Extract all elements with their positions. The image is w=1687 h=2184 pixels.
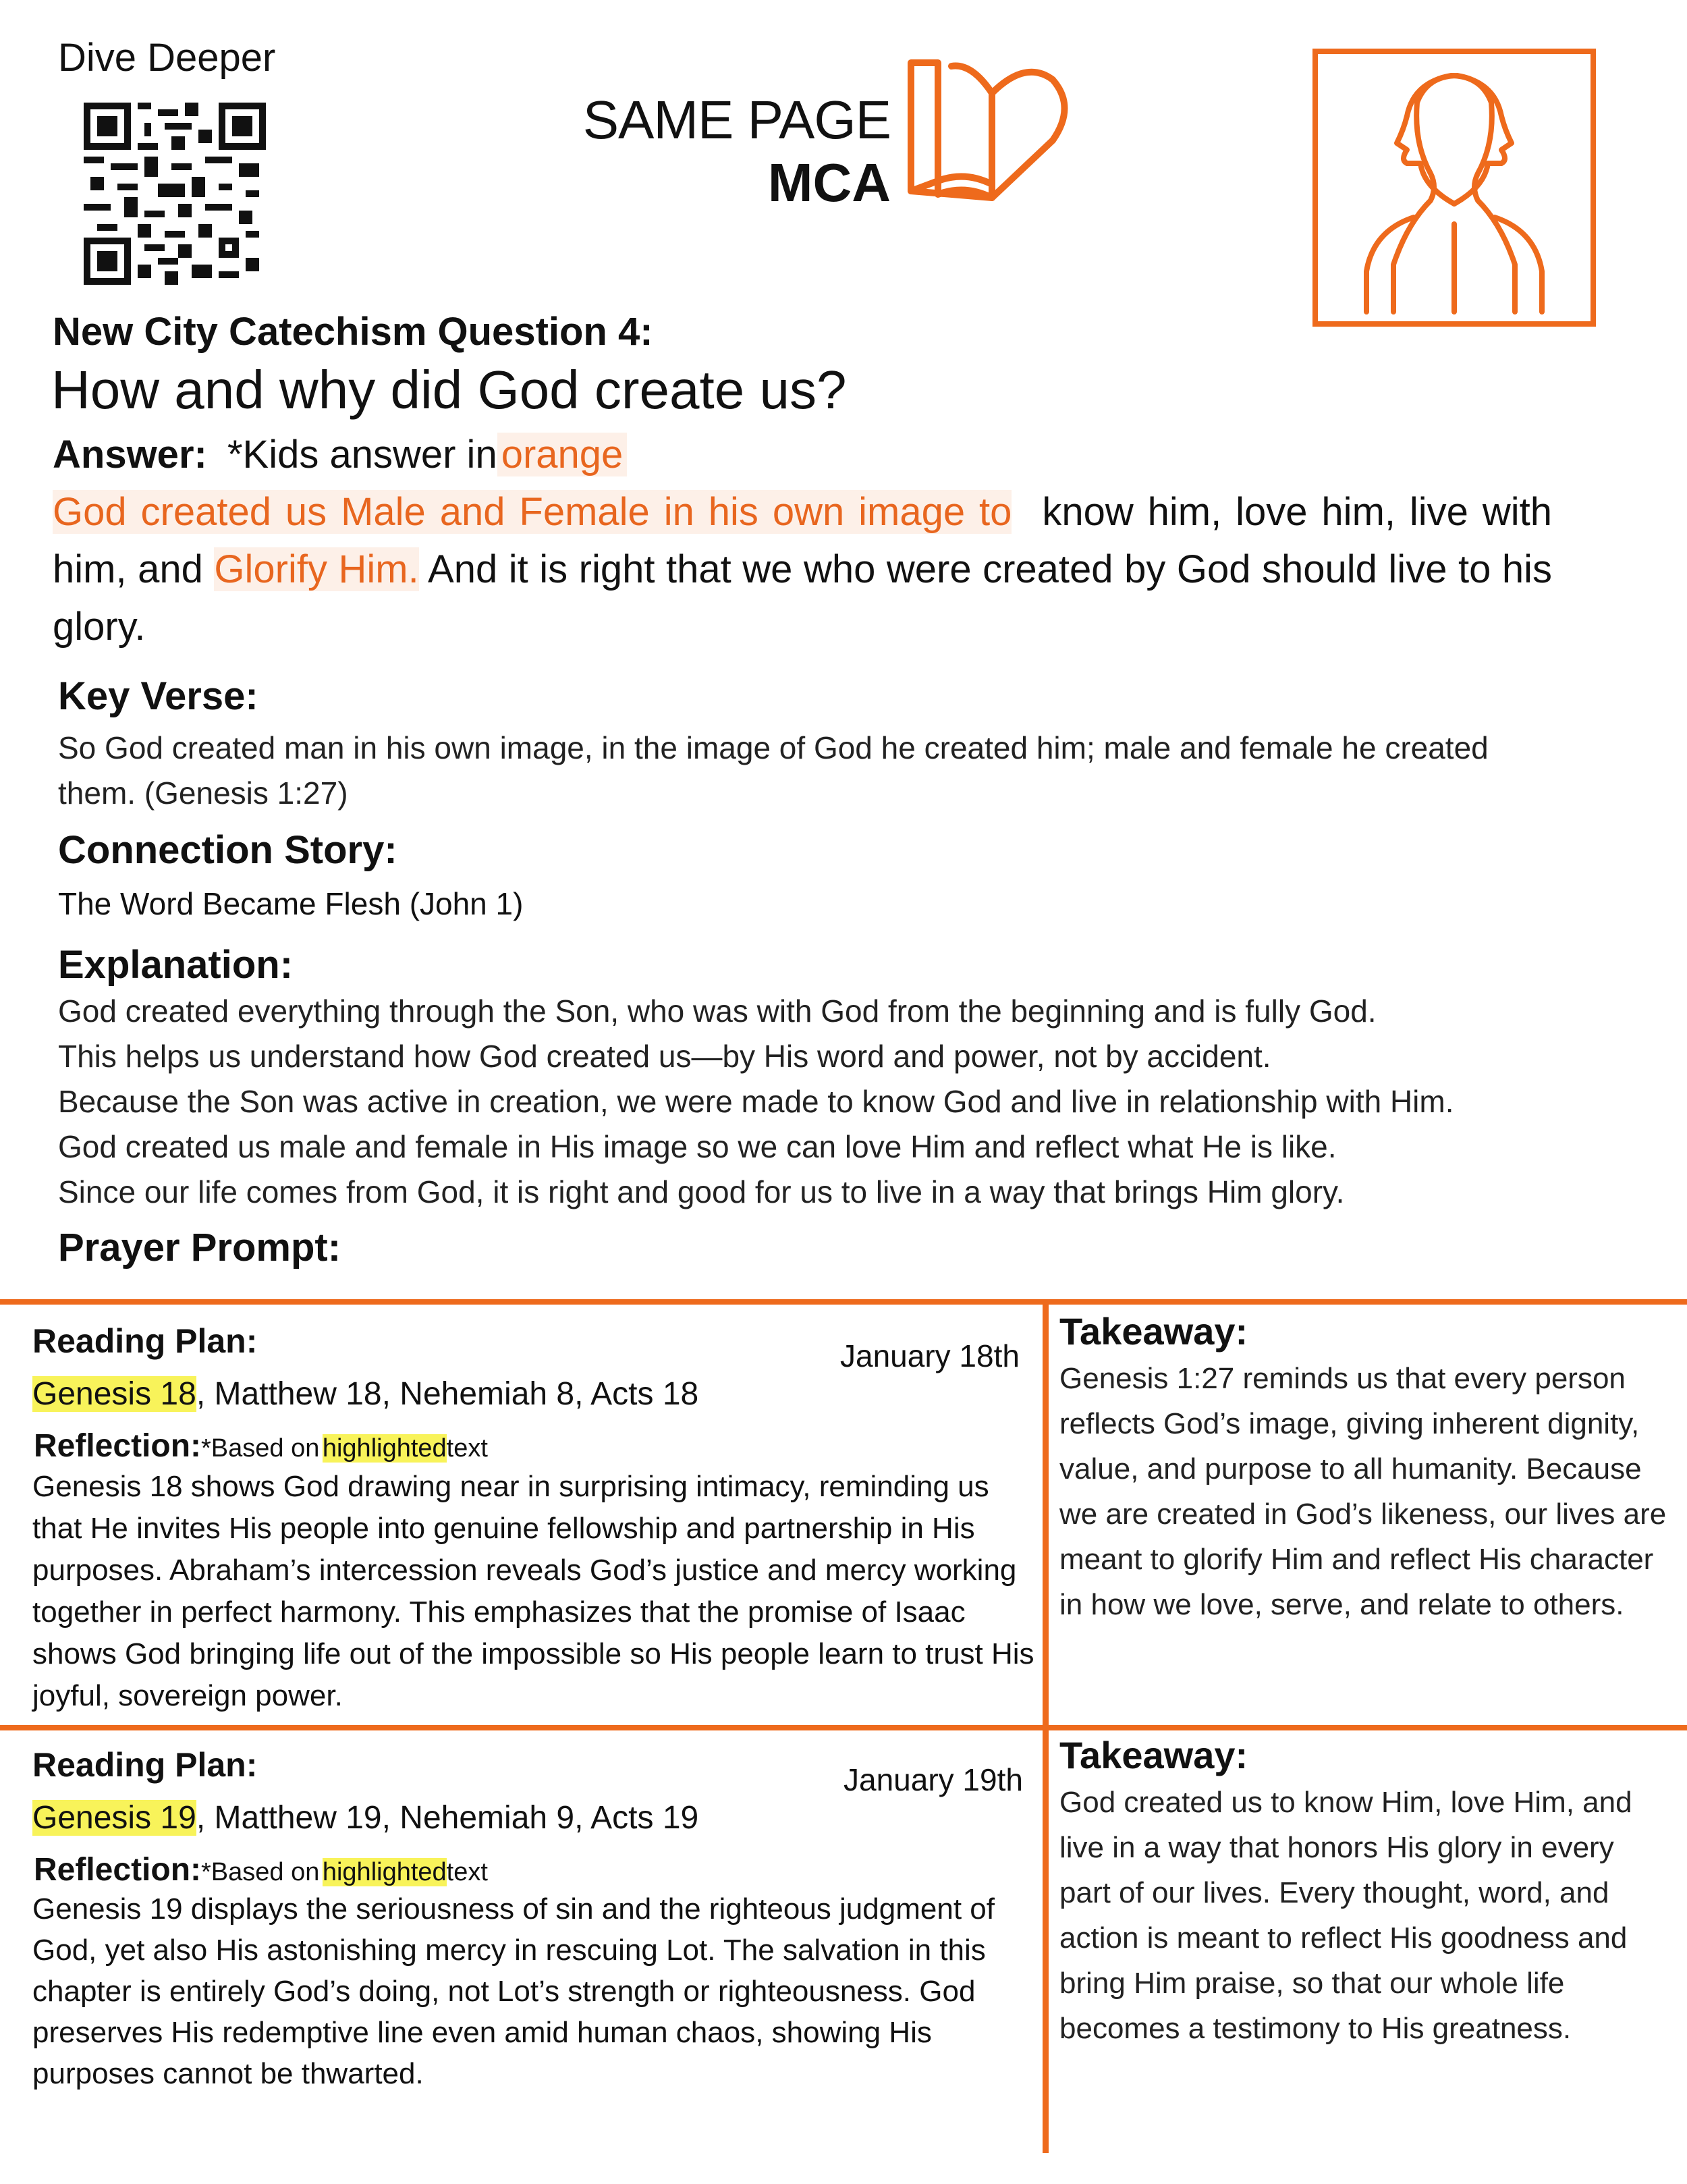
reflection-note: *Based on <box>201 1434 320 1463</box>
answer-text <box>53 483 1552 655</box>
reading-plan-label: Reading Plan: <box>32 1746 258 1784</box>
highlighted-reading: Genesis 18 <box>32 1376 196 1412</box>
book-heart-logo-icon <box>891 53 1080 208</box>
reflection-label: Reflection: <box>34 1852 202 1888</box>
reading-plan-label: Reading Plan: <box>32 1322 258 1360</box>
explanation-line: Because the Son was active in creation, we were made to know God and live in relationship with Him. <box>58 1084 1454 1119</box>
other-readings: , Matthew 18, Nehemiah 8, Acts 18 <box>196 1376 699 1412</box>
qr-code-icon[interactable] <box>84 103 266 285</box>
takeaway-block <box>1059 1309 1667 1627</box>
reading-list <box>32 1375 698 1413</box>
reading-list <box>32 1799 698 1836</box>
reflection-label: Reflection: <box>34 1428 202 1464</box>
connection-story-label: Connection Story: <box>58 828 397 872</box>
divider-top <box>0 1299 1687 1305</box>
reflection-header <box>34 1427 488 1465</box>
highlighted-reading: Genesis 19 <box>32 1800 196 1836</box>
answer-part1: know him, love him, live with him, and <box>53 490 1552 591</box>
two-profiles-icon <box>1312 49 1596 327</box>
takeaway-label: Takeaway: <box>1059 1734 1248 1776</box>
question-title: How and why did God create us? <box>51 360 847 420</box>
takeaway-block <box>1059 1733 1667 2051</box>
connection-story-text: The Word Became Flesh (John 1) <box>58 886 524 921</box>
kids-color-word: orange <box>497 433 628 476</box>
explanation-line: Since our life comes from God, it is right and good for us to live in a way that brings Him glory. <box>58 1174 1345 1209</box>
reading-date: January 18th <box>840 1338 1020 1373</box>
kids-answer-part1: God created us Male and Female in his own image to <box>53 490 1012 534</box>
explanation-line: This helps us understand how God created us—by His word and power, not by accident. <box>58 1039 1271 1074</box>
prayer-prompt-label: Prayer Prompt: <box>58 1226 341 1270</box>
logo-line-mca: MCA <box>767 153 891 213</box>
kids-answer-part2: Glorify Him. <box>214 547 419 591</box>
question-label: New City Catechism Question 4: <box>53 310 653 354</box>
reflection-note-end: text <box>446 1858 488 1886</box>
logo-text <box>580 88 891 213</box>
day-block <box>0 1732 1043 2150</box>
dive-deeper-label: Dive Deeper <box>58 36 276 80</box>
reflection-note-highlight: highlighted <box>322 1858 447 1886</box>
explanation-text <box>58 989 1610 1215</box>
key-verse-text: So God created man in his own image, in the image of God he created him; male and female he created them. (Genesis 1:27) <box>58 730 1489 811</box>
kids-note: *Kids answer in <box>227 433 497 476</box>
reflection-note-highlight: highlighted <box>322 1434 447 1463</box>
takeaway-label: Takeaway: <box>1059 1310 1248 1353</box>
explanation-label: Explanation: <box>58 943 294 987</box>
key-verse-label: Key Verse: <box>58 674 258 718</box>
reflection-text: Genesis 18 shows God drawing near in surprising intimacy, reminding us that He invites His people into genuine fellowship and partnership in His purposes. Abraham’s intercession reveals God’s justice and mercy working together in perfect harmony. This emphasizes that the promise of Isaac shows God bringing life out of the impossible so His people learn to trust His joyful, sovereign power. <box>32 1470 1034 1712</box>
takeaway-text: God created us to know Him, love Him, and live in a way that honors His glory in every part of our lives. Every thought, word, and action is meant to reflect His goodness and bring Him praise, so that our whole life becomes a testimony to His greatness. <box>1059 1786 1632 2045</box>
explanation-line: God created us male and female in His image so we can love Him and reflect what He is like. <box>58 1129 1337 1164</box>
answer-header <box>53 432 627 477</box>
answer-part2: And it is right that we who were created by God should live to his glory. <box>53 547 1553 649</box>
answer-label: Answer: <box>53 433 207 476</box>
reflection-note: *Based on <box>201 1858 320 1886</box>
takeaway-text: Genesis 1:27 reminds us that every person reflects God’s image, giving inherent dignity, value, and purpose to all humanity. Because we are created in God’s likeness, our lives are meant to glorify Him and reflect His character in how we love, serve, and relate to others. <box>1059 1362 1667 1621</box>
reflection-header <box>34 1851 488 1888</box>
day-block <box>0 1309 1043 1721</box>
reflection-note-end: text <box>446 1434 488 1463</box>
logo-line-same-page: SAME PAGE <box>582 90 891 150</box>
explanation-line: God created everything through the Son, who was with God from the beginning and is fully God. <box>58 993 1377 1029</box>
reflection-text: Genesis 19 displays the seriousness of sin and the righteous judgment of God, yet also His astonishing mercy in rescuing Lot. The salvation in this chapter is entirely God’s doing, not Lot’s strength or righteousness. God preserves His redemptive line even amid human chaos, showing His purposes cannot be thwarted. <box>32 1892 995 2090</box>
divider-middle <box>0 1725 1687 1730</box>
reading-date: January 19th <box>844 1762 1023 1797</box>
other-readings: , Matthew 19, Nehemiah 9, Acts 19 <box>196 1800 699 1836</box>
divider-vertical <box>1043 1299 1049 2153</box>
